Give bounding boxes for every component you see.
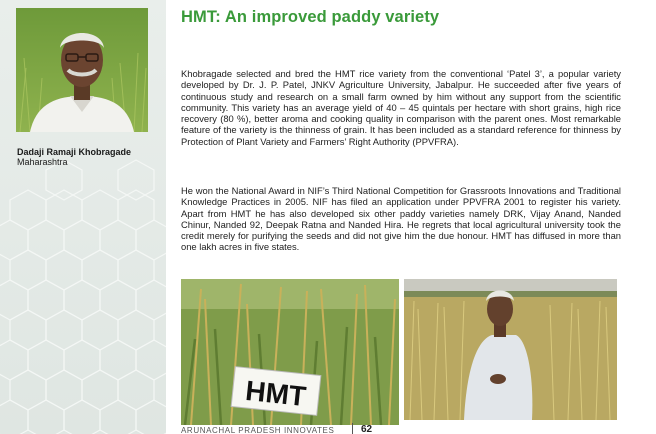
portrait-photo	[16, 8, 148, 132]
footer-divider	[352, 423, 353, 434]
person-location: Maharashtra	[17, 157, 68, 167]
article-paragraph-2: He won the National Award in NIF’s Third National Competition for Grassroots Innovations and Traditional Knowledge Practices in 2005. NIF has filed an application under PPVFRA 2001 to register his variety. Apart from HMT he has also developed six other paddy varieties namely DRK, Vijay Anand, Nanded Chinur, Nanded 92, Deepak Ratna and Nanded Hira. He regrets that local agricultural university took the credit merely for purifying the seeds and did not give him the due honour. HMT has diffused in more than one lakh acres in five states.	[181, 185, 621, 253]
article-title: HMT: An improved paddy variety	[181, 8, 440, 26]
farmer-in-field-photo	[404, 279, 617, 420]
paddy-field-sign-photo	[181, 279, 399, 425]
page-number: 62	[361, 424, 373, 434]
article-paragraph-1: Khobragade selected and bred the HMT rice variety from the conventional ‘Patel 3’, a popular variety developed by Dr. J. P. Patel, JNKV Agriculture University, Jabalpur. He succeeded after five years of continuous study and research on a small farm owned by him without any support from the scientific community. This variety has an average yield of 40 – 45 quintals per hectare with short grains, high rice recovery (80 %), better aroma and cooking quality in comparison with the parent ones. Most remarkable feature of the variety is the thinness of grain. It has been included as a standard reference for thinness by Protection of Plant Variety and Farmers’ Right Authority (PPVFRA).	[181, 68, 621, 147]
person-name: Dadaji Ramaji Khobragade	[17, 147, 132, 157]
hmt-sign-text: HMT	[243, 374, 308, 413]
footer-publication: ARUNACHAL PRADESH INNOVATES	[181, 426, 335, 434]
